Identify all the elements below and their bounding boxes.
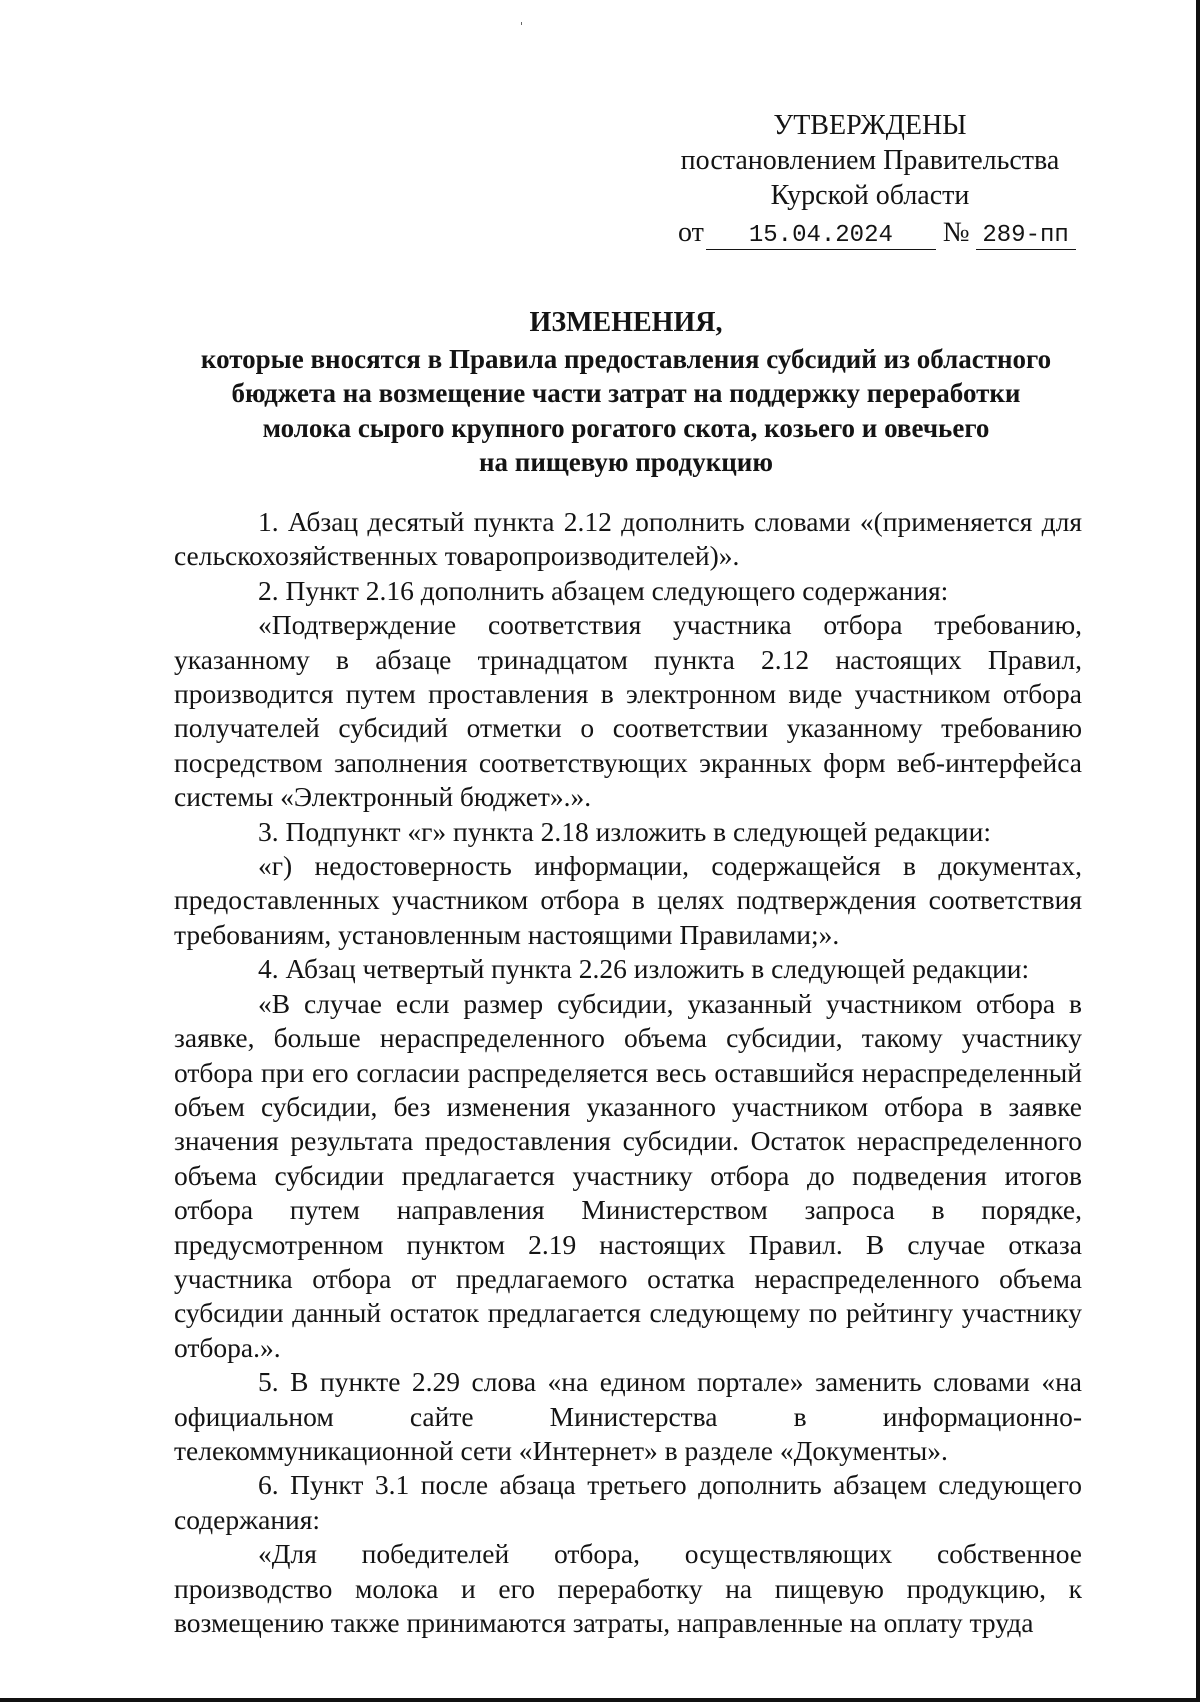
paragraph-1: 1. Абзац десятый пункта 2.12 дополнить словами «(применяется для сельскохозяйственных товаропроизводителей)». bbox=[174, 506, 1082, 572]
document-subtitle-line-4: на пищевую продукцию bbox=[479, 447, 773, 477]
number-prefix: № bbox=[942, 217, 970, 248]
date-prefix: от bbox=[678, 217, 704, 248]
scan-edge-bottom bbox=[0, 1698, 1200, 1702]
document-subtitle-line-2: бюджета на возмещение части затрат на поддержку переработки bbox=[231, 378, 1021, 408]
approval-number: 289-пп bbox=[976, 223, 1076, 250]
approval-heading: УТВЕРЖДЕНЫ bbox=[773, 110, 967, 141]
paragraph-7: «В случае если размер субсидии, указанный участником отбора в заявке, больше нераспределенного объема субсидии, такому участнику отбора при его согласии распределяется весь оставшийся нераспределенный объем субсидии, без изменения указанного участником отбора в заявке значения результата предоставления субсидии. Остаток нераспределенного объема субсидии предлагается участнику отбора до подведения итогов отбора путем направления Министерством запроса в порядке, предусмотренном пунктом 2.19 настоящих Правил. В случае отказа участника отбора от предлагаемого остатка нераспределенного объема субсидии данный остаток предлагается следующему по рейтингу участнику отбора.». bbox=[174, 987, 1082, 1363]
paragraph-8: 5. В пункте 2.29 слова «на едином портале» заменить словами «на официальном сайте Министерства в информационно-телекоммуникационной сети «Интернет» в разделе «Документы». bbox=[174, 1366, 1082, 1466]
approval-date: 15.04.2024 bbox=[706, 223, 936, 250]
approval-stamp-block bbox=[660, 108, 1080, 250]
paragraph-6: 4. Абзац четвертый пункта 2.26 изложить в следующей редакции: bbox=[258, 953, 1030, 985]
approval-line-government: постановлением Правительства bbox=[680, 145, 1060, 176]
document-title: ИЗМЕНЕНИЯ, bbox=[529, 307, 723, 338]
document-body bbox=[174, 505, 1082, 1640]
paragraph-9: 6. Пункт 3.1 после абзаца третьего дополнить абзацем следующего содержания: bbox=[174, 1469, 1082, 1535]
document-subtitle-line-3: молока сырого крупного рогатого скота, козьего и овечьего bbox=[262, 412, 990, 443]
paragraph-3: «Подтверждение соответствия участника отбора требованию, указанному в абзаце тринадцатом пункта 2.12 настоящих Правил, производится путем проставления в электронном виде участником отбора получателей субсидий отметки о соответствии указанному требованию посредством заполнения соответствующих экранных форм веб-интерфейса системы «Электронный бюджет».». bbox=[174, 609, 1082, 813]
approval-date-line bbox=[678, 215, 1080, 250]
scan-speck bbox=[521, 22, 522, 25]
paragraph-10: «Для победителей отбора, осуществляющих собственное производство молока и его переработку на пищевую продукцию, к возмещению также принимаются затраты, направленные на оплату труда bbox=[174, 1538, 1082, 1638]
scan-edge-right bbox=[1196, 0, 1200, 1702]
document-title-block bbox=[172, 306, 1080, 480]
paragraph-5: «г) недостоверность информации, содержащейся в документах, предоставленных участником отбора в целях подтверждения соответствия требованиям, установленным настоящими Правилами;». bbox=[174, 850, 1082, 950]
paragraph-2: 2. Пункт 2.16 дополнить абзацем следующего содержания: bbox=[258, 574, 949, 606]
document-subtitle-line-1: которые вносятся в Правила предоставления субсидий из областного bbox=[200, 343, 1052, 374]
approval-line-region: Курской области bbox=[770, 180, 970, 211]
paragraph-4: 3. Подпункт «г» пункта 2.18 изложить в следующей редакции: bbox=[258, 815, 992, 847]
